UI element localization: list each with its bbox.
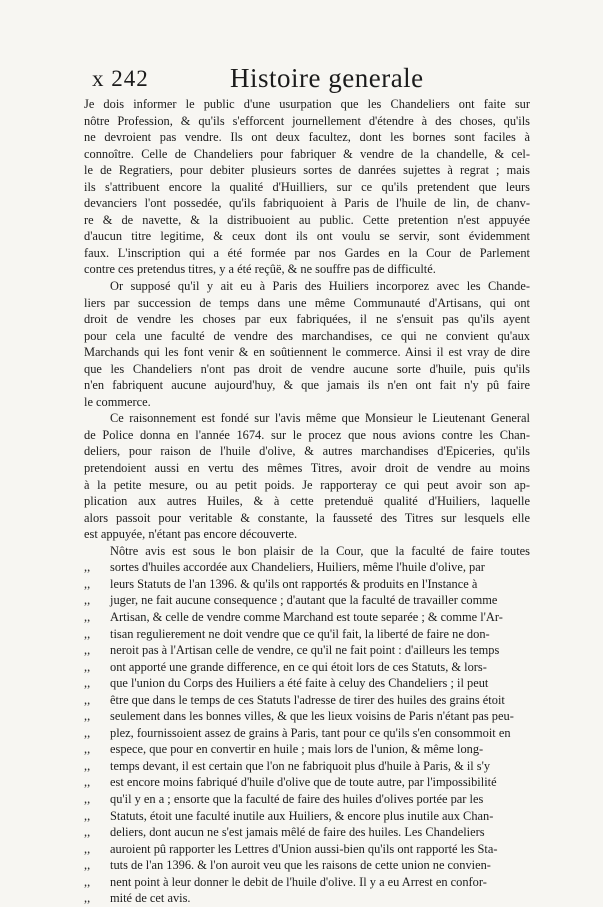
text-line: de Police donna en l'année 1674. sur le procez que nous avions contre les Chan-: [84, 427, 530, 442]
text-line: liers par succession de temps dans une même Communauté d'Artisans, qui ont: [84, 295, 530, 310]
text-line: est appuyée, n'étant pas encore découverte.: [84, 527, 298, 542]
text-line: que les Chandeliers n'ont pas droit de vendre aucune sorte d'huile, puis qu'ils: [84, 361, 530, 376]
text-line: pretendoient aussi en vertu des mêmes Titres, avoir droit de vendre au moins: [84, 461, 530, 476]
line-text: auroient pû rapporter les Lettres d'Union aussi-bien qu'ils ont rapporté les Sta-: [110, 841, 498, 856]
text-line: re & de navette, & la distribuoient au public. Cette pretention n'est appuyée: [84, 212, 530, 227]
line-text: Artisan, & celle de vendre comme Marchand est toute separée ; & comme l'Ar-: [110, 609, 503, 624]
text-line: ne devroient pas vendre. Ils ont deux facultez, dont les bornes sont faciles à: [84, 130, 530, 145]
text-line: [84, 659, 530, 676]
text-line: plication aux autres Huiles, & à cette pretenduë qualité d'Huiliers, laquelle: [84, 494, 530, 509]
text-line: pour cela une faculté de vendre des marchandises, ce qui ne convient qu'aux: [84, 328, 530, 343]
quote-mark: ,,: [84, 841, 91, 856]
running-title: Histoire generale: [230, 63, 424, 93]
quote-mark: ,,: [84, 874, 91, 889]
line-text: juger, ne fait aucune consequence ; d'autant que la faculté de travailler comme: [110, 593, 498, 608]
line-text: tisan regulierement ne doit vendre que ce qu'il fait, la liberté de faire ne don-: [110, 626, 490, 641]
text-line: [84, 808, 530, 825]
quote-mark: ,,: [84, 725, 91, 740]
text-line: [84, 559, 530, 576]
line-text: Nôtre avis est sous le bon plaisir de la Cour, que la faculté de faire toutes: [110, 543, 530, 558]
text-line: [84, 874, 530, 891]
text-line: d'aucun titre legitime, & ceux dont ils ont voulu se servir, sont évidemment: [84, 229, 530, 244]
quote-mark: ,,: [84, 692, 91, 707]
quote-mark: ,,: [84, 791, 91, 806]
text-line: devanciers l'ont possedée, qu'ils fabriquoient à Paris de l'huile de lin, de chanv-: [84, 196, 530, 211]
line-text: seulement dans les bonnes villes, & que les lieux voisins de Paris n'étant pas peu-: [110, 709, 514, 724]
line-text: plez, fournissoient assez de grains à Paris, tant pour ce qu'ils s'en consommoit en: [110, 725, 511, 740]
body-text: [84, 96, 530, 907]
quote-mark: ,,: [84, 676, 91, 691]
line-text: sortes d'huiles accordée aux Chandeliers, Huiliers, même l'huile d'olive, par: [110, 560, 485, 575]
line-text: tuts de l'an 1396. & l'on auroit veu que les raisons de cette union ne convien-: [110, 858, 491, 873]
text-line: [84, 609, 530, 626]
line-text: temps devant, il est certain que l'on ne fabriquoit plus d'huile à Paris, & il s'y: [110, 758, 491, 773]
quote-mark: ,,: [84, 576, 91, 591]
text-line: [84, 592, 530, 609]
line-text: mité de cet avis.: [110, 891, 191, 906]
text-line: [84, 758, 530, 775]
text-line: Ce raisonnement est fondé sur l'avis même que Monsieur le Lieutenant General: [110, 411, 530, 426]
paragraph: [84, 278, 530, 410]
text-line: à la petite mesure, ou au petit poids. Je rapporteray ce qui peut avoir son ap-: [84, 477, 530, 492]
text-line: faux. L'inscription qui a été formée par nos Gardes en la Cour de Parlement: [84, 245, 530, 260]
text-line: alors passoit pour veritable & constante, la fausseté des Titres sur lesquels elle: [84, 510, 530, 525]
paragraph: [84, 410, 530, 542]
line-text: neroit pas à l'Artisan celle de vendre, ce qu'il ne fait point : d'ailleurs les temps: [110, 643, 500, 658]
page-number: x 242: [92, 66, 149, 91]
text-line: Marchands qui les font venir & en soûtiennent le commerce. Ainsi il est vray de dire: [84, 345, 530, 360]
quote-mark: ,,: [84, 742, 91, 757]
text-line: [84, 824, 530, 841]
text-line: [84, 857, 530, 874]
text-line: [84, 543, 530, 560]
text-line: Je dois informer le public d'une usurpation que les Chandeliers ont faite sur: [84, 97, 530, 111]
text-line: le de Regratiers, pour debiter plusieurs sortes de danrées sujettes à regrat ; mais: [84, 163, 530, 178]
text-line: [84, 692, 530, 709]
quote-mark: ,,: [84, 643, 91, 658]
paragraph: [84, 96, 530, 278]
text-line: [84, 708, 530, 725]
line-text: leurs Statuts de l'an 1396. & qu'ils ont rapportés & produits en l'Instance à: [110, 576, 478, 591]
line-text: Statuts, étoit une faculté inutile aux Huiliers, & encore plus inutile aux Chan-: [110, 808, 494, 823]
text-line: droit de vendre les choses par eux fabriquées, il ne s'ensuit pas qu'ils ayent: [84, 312, 530, 327]
line-text: est encore moins fabriqué d'huile d'olive que de toute autre, par l'impossibilité: [110, 775, 497, 790]
text-line: deliers, pour raison de l'huile d'olive, & autres marchandises d'Epiceries, qu'ils: [84, 444, 530, 459]
paragraph: [84, 543, 530, 907]
text-line: connoître. Celle de Chandeliers pour fabriquer & vendre de la chandelle, & cel-: [84, 146, 530, 161]
text-line: le commerce.: [84, 394, 151, 409]
text-line: nôtre Profession, & qu'ils s'efforcent journellement d'étendre à des choses, qu'ils: [84, 113, 530, 128]
text-line: [84, 841, 530, 858]
text-line: [84, 642, 530, 659]
quote-mark: ,,: [84, 858, 91, 873]
text-line: [84, 626, 530, 643]
quote-mark: ,,: [84, 825, 91, 840]
line-text: nent point à leur donner le debit de l'huile d'olive. Il y a eu Arrest en confor-: [110, 874, 487, 889]
quote-mark: ,,: [84, 775, 91, 790]
line-text: qu'il y en a ; ensorte que la faculté de faire des huiles d'olives portée par les: [110, 791, 484, 806]
quote-mark: ,,: [84, 709, 91, 724]
line-text: que l'union du Corps des Huiliers a été faite à celuy des Chandeliers ; il peut: [110, 676, 489, 691]
quote-mark: ,,: [84, 609, 91, 624]
text-line: [84, 791, 530, 808]
quote-mark: ,,: [84, 560, 91, 575]
quote-mark: ,,: [84, 891, 91, 906]
text-line: Or supposé qu'il y ait eu à Paris des Huiliers incorporez avec les Chande-: [110, 279, 530, 294]
running-header: [92, 62, 522, 94]
quote-mark: ,,: [84, 593, 91, 608]
line-text: deliers, dont aucun ne s'est jamais mêlé de faire des huiles. Les Chandeliers: [110, 825, 485, 840]
text-line: contre ces pretendus titres, y a été reçûë, & ne souffre pas de difficulté.: [84, 262, 436, 277]
text-line: [84, 774, 530, 791]
text-line: [84, 675, 530, 692]
text-line: [84, 725, 530, 742]
quote-mark: ,,: [84, 659, 91, 674]
line-text: espece, que pour en convertir en huile ; mais lors de l'union, & même long-: [110, 742, 484, 757]
quote-mark: ,,: [84, 808, 91, 823]
text-line: [84, 741, 530, 758]
quote-mark: ,,: [84, 626, 91, 641]
text-line: ils s'attribuent encore la qualité d'Huilliers, sur ce qu'ils pretendent que leurs: [84, 179, 530, 194]
line-text: être que dans le temps de ces Statuts l'adresse de tirer des huiles des grains étoit: [110, 692, 505, 707]
text-line: [84, 890, 530, 907]
text-line: n'en fabriquent aucune aujourd'huy, & que jamais ils n'en ont fait n'y pû faire: [84, 378, 530, 393]
text-line: [84, 576, 530, 593]
quote-mark: ,,: [84, 758, 91, 773]
line-text: ont apporté une grande difference, en ce qui étoit lors de ces Statuts, & lors-: [110, 659, 487, 674]
